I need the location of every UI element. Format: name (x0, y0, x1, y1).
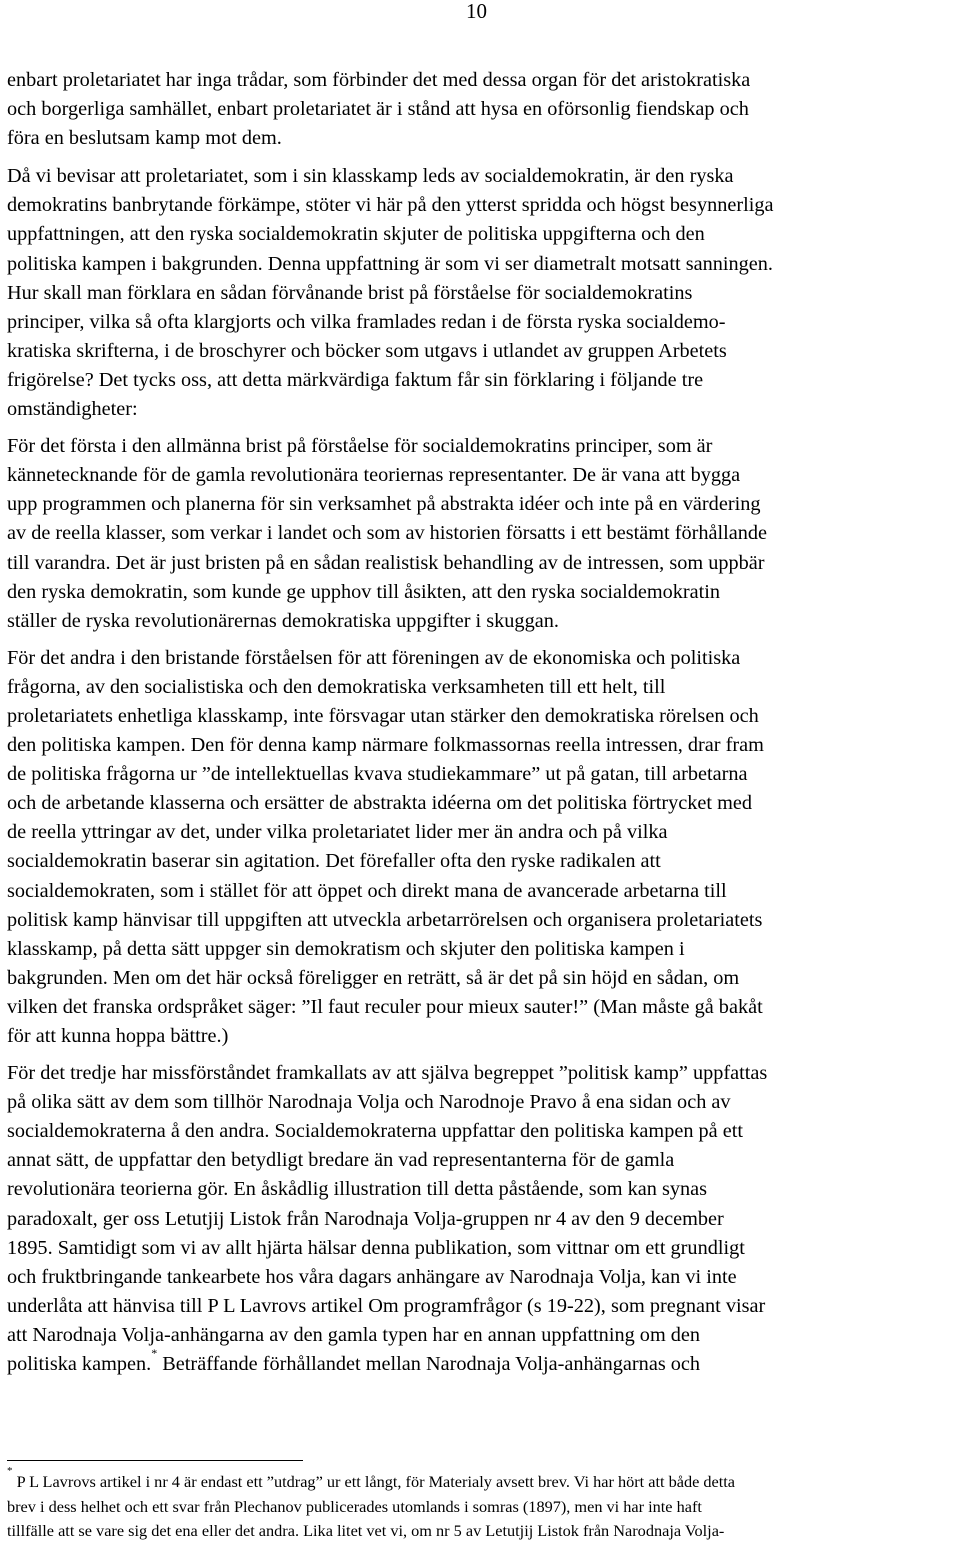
text-line: socialdemokraten, som i stället för att öppet och direkt mana de avancerade arbetarna till (7, 879, 727, 902)
text-segment: politiska kampen. (7, 1353, 152, 1376)
text-line: frågorna, av den socialistiska och den demokratiska verksamheten till ett helt, till (7, 675, 666, 698)
footnote-line: tillfälle att se vare sig det ena eller det andra. Lika litet vet vi, om nr 5 av Letutjij Listok från Narodnaja Volja- (7, 1521, 725, 1540)
text-line: principer, vilka så ofta klargjorts och vilka framlades redan i de första ryska socialdemo- (7, 310, 726, 333)
text-line: socialdemokratin baserar sin agitation. Det förefaller ofta den ryske radikalen att (7, 850, 661, 873)
text-line: ställer de ryska revolutionärernas demokratiska uppgifter i skuggan. (7, 609, 559, 632)
text-line: den ryska demokratin, som kunde ge upphov till åsikten, att den ryska socialdemokratin (7, 580, 721, 603)
text-line-with-footnote-ref (7, 1346, 957, 1379)
text-line: paradoxalt, ger oss Letutjij Listok från Narodnaja Volja-gruppen nr 4 av den 9 december (7, 1207, 724, 1230)
text-line: på olika sätt av dem som tillhör Narodnaja Volja och Narodnoje Pravo å ena sidan och av (7, 1091, 731, 1114)
text-line: och fruktbringande tankearbete hos våra dagars anhängare av Narodnaja Volja, kan vi inte (7, 1265, 737, 1288)
text-line: För det andra i den bristande förståelsen för att föreningen av de ekonomiska och politiska (7, 646, 741, 669)
spacer (7, 153, 957, 162)
text-line: uppfattningen, att den ryska socialdemokratin skjuter de politiska uppgifterna och den (7, 223, 705, 246)
text-line: att Narodnaja Volja-anhängarna av den gamla typen har en annan uppfattning om den (7, 1323, 701, 1346)
text-line: bakgrunden. Men om det här också föreligger en reträtt, så är det på sin höjd en sådan, om (7, 966, 740, 989)
text-line: Då vi bevisar att proletariatet, som i sin klasskamp leds av socialdemokratin, är den ryska (7, 165, 734, 188)
text-line: för att kunna hoppa bättre.) (7, 1025, 229, 1047)
text-line: upp programmen och planerna för sin verksamhet på abstrakta idéer och inte på en värdering (7, 493, 761, 516)
text-line: För det första i den allmänna brist på förståelse för socialdemokratins principer, som är (7, 435, 713, 458)
text-line: För det tredje har missförståndet framkallats av att själva begreppet ”politisk kamp” uppfattas (7, 1062, 768, 1085)
spacer (7, 424, 957, 432)
text-line: proletariatets enhetliga klasskamp, inte försvagar utan stärker den demokratiska rörelsen och (7, 704, 759, 727)
footnote (7, 1465, 957, 1544)
text-line: politisk kamp hänvisar till uppgiften att utveckla arbetarrörelsen och organisera proletariatets (7, 908, 763, 931)
text-line: revolutionära teorierna gör. En åskådlig illustration till detta påstående, som kan synas (7, 1178, 708, 1201)
footnote-text: P L Lavrovs artikel i nr 4 är endast ett ”utdrag” ur ett långt, för Materialy avsett brev. Vi har hört att både detta (12, 1472, 736, 1491)
text-line: till varandra. Det är just bristen på en sådan realistisk behandling av de intressen, som uppbär (7, 551, 765, 574)
footnote-line: brev i dess helhet och ett svar från Plechanov publicerades utomlands i somras (1897), men vi har inte haft (7, 1496, 702, 1516)
spacer (7, 636, 957, 644)
text-line: demokratins banbrytande förkämpe, stöter vi här på den ytterst spridda och högst besynnerliga (7, 194, 774, 217)
text-line: klasskamp, på detta sätt uppger sin demokratism och skjuter den politiska kampen i (7, 937, 685, 960)
text-line: kratiska skrifterna, i de broschyrer och böcker som utgavs i utlandet av gruppen Arbetets (7, 339, 727, 362)
text-line: den politiska kampen. Den för denna kamp närmare folkmassornas reella intressen, drar fram (7, 734, 764, 757)
text-line: kännetecknande för de gamla revolutionära teoriernas representanter. De är vana att bygga (7, 464, 741, 487)
text-line: de reella yttringar av det, under vilka proletariatet lider mer än andra och på vilka (7, 821, 668, 844)
text-line: av de reella klasser, som verkar i landet och som av historien försatts i ett bestämt förhållande (7, 522, 768, 545)
text-line: Hur skall man förklara en sådan förvånande brist på förståelse för socialdemokratins (7, 281, 693, 304)
footnote-line (7, 1465, 957, 1495)
text-line: frigörelse? Det tycks oss, att detta märkvärdiga faktum får sin förklaring i följande tre (7, 368, 704, 391)
text-line: politiska kampen i bakgrunden. Denna uppfattning är som vi ser diametralt motsatt sanningen. (7, 252, 774, 275)
footnote-reference[interactable]: * (151, 1346, 158, 1361)
text-line: och de arbetande klasserna och ersätter de abstrakta idéerna om det politiska förtrycket med (7, 792, 753, 815)
text-line: socialdemokraterna å den andra. Socialdemokraterna uppfattar den politiska kampen på ett (7, 1120, 744, 1143)
spacer (7, 1051, 957, 1059)
paragraph-3 (7, 644, 957, 1051)
paragraph-4 (7, 1059, 957, 1379)
body-text (7, 66, 957, 1379)
text-line: omständigheter: (7, 398, 138, 421)
text-line: 1895. Samtidigt som vi av allt hjärta hälsar denna publikation, som vittnar om ett grundligt (7, 1236, 745, 1259)
text-line: föra en beslutsam kamp mot dem. (7, 127, 282, 150)
text-line: enbart proletariatet har inga trådar, som förbinder det med dessa organ för det aristokratiska (7, 69, 751, 91)
text-line: vilken det franska ordspråket säger: ”Il faut reculer pour mieux sauter!” (Man måste gå bakåt (7, 995, 763, 1018)
text-line: de politiska frågorna ur ”de intellektuellas kvava studiekammare” ut på gatan, till arbetarna (7, 763, 748, 786)
paragraph-1 (7, 66, 957, 424)
footnote-divider (7, 1460, 303, 1461)
page-number: 10 (466, 0, 487, 23)
text-line: annat sätt, de uppfattar den betydligt bredare än vad representanterna för de gamla (7, 1149, 675, 1172)
text-line: och borgerliga samhället, enbart proletariatet är i stånd att hysa en oförsonlig fiendskap och (7, 98, 749, 121)
text-segment: Beträffande förhållandet mellan Narodnaja Volja-anhängarnas och (157, 1353, 701, 1376)
text-line: underlåta att hänvisa till P L Lavrovs artikel Om programfrågor (s 19-22), som pregnant visar (7, 1294, 766, 1317)
footnote-mark: * (7, 1465, 13, 1477)
paragraph-2 (7, 432, 957, 636)
